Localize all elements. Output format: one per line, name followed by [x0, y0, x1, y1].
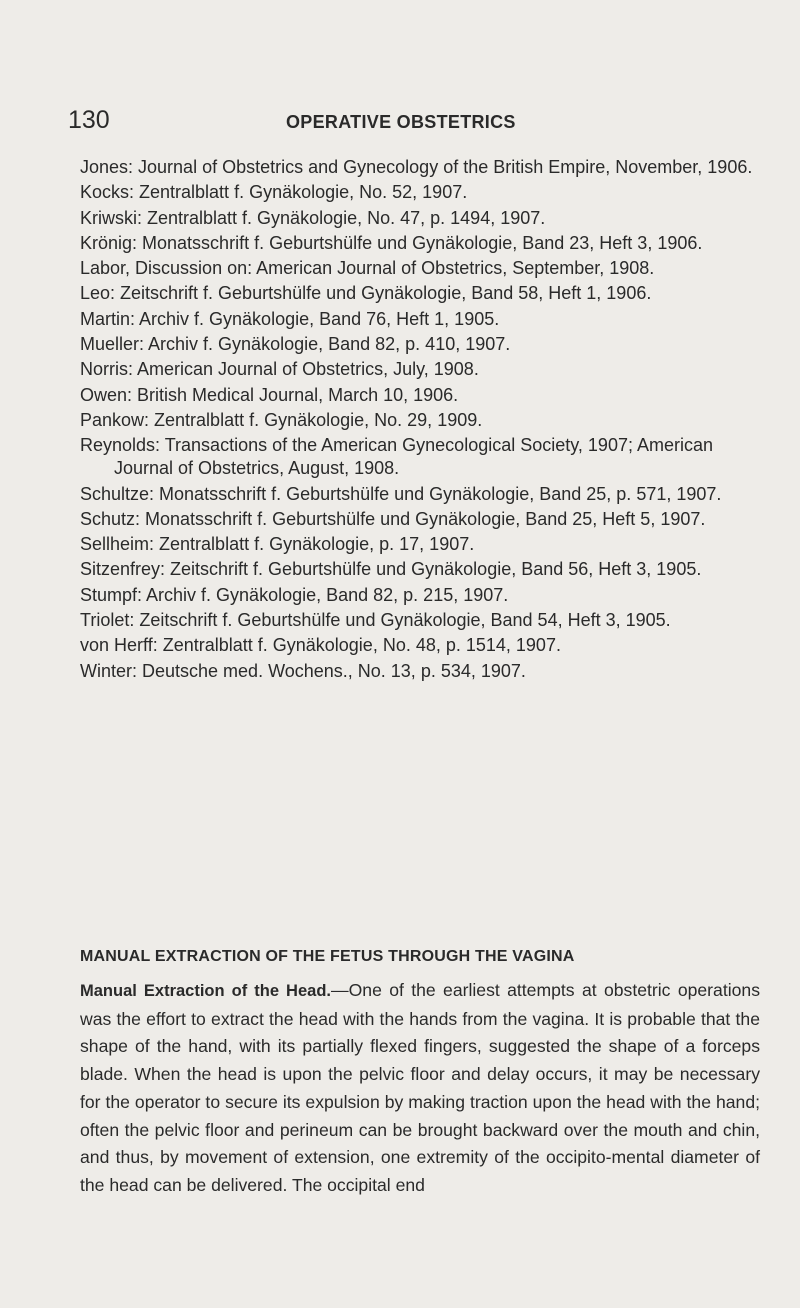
reference-entry: Krönig: Monatsschrift f. Geburtshülfe und Gynäkologie, Band 23, Heft 3, 1906.: [80, 232, 703, 253]
reference-entry: Owen: British Medical Journal, March 10, 1906.: [80, 384, 459, 405]
reference-entry: Schutz: Monatsschrift f. Geburtshülfe und Gynäkologie, Band 25, Heft 5, 1907.: [80, 508, 706, 529]
reference-entry: Kocks: Zentralblatt f. Gynäkologie, No. 52, 1907.: [80, 182, 468, 203]
reference-entry: Labor, Discussion on: American Journal of Obstetrics, September, 1908.: [80, 258, 655, 279]
reference-entry: Triolet: Zeitschrift f. Geburtshülfe und Gynäkologie, Band 54, Heft 3, 1905.: [80, 610, 671, 631]
run-in-heading: Manual Extraction of the Head.: [80, 982, 331, 1000]
reference-entry: Sellheim: Zentralblatt f. Gynäkologie, p. 17, 1907.: [80, 534, 475, 555]
reference-entry: Martin: Archiv f. Gynäkologie, Band 76, Heft 1, 1905.: [80, 308, 500, 329]
reference-list: [80, 156, 760, 685]
body-paragraph: [80, 977, 760, 1200]
manual-extraction-section: [80, 945, 760, 1200]
reference-entry: Jones: Journal of Obstetrics and Gynecology of the British Empire, November, 1906.: [80, 157, 753, 177]
reference-entry: Sitzenfrey: Zeitschrift f. Geburtshülfe und Gynäkologie, Band 56, Heft 3, 1905.: [80, 559, 702, 580]
reference-entry: Pankow: Zentralblatt f. Gynäkologie, No. 29, 1909.: [80, 409, 483, 430]
running-title: OPERATIVE OBSTETRICS: [286, 112, 516, 132]
paragraph-text: —One of the earliest attempts at obstetric operations was the effort to extract the head with the hands from the vagina. It is probable that the shape of the hand, with its partially flexed fingers, suggested the shape of a forceps blade. When the head is upon the pelvic floor and delay occurs, it may be necessary for the operator to secure its expulsion by making traction upon the head with the hand; often the pelvic floor and perineum can be brought backward over the mouth and chin, and thus, by movement of extension, one extremity of the occipito-mental diameter of the head can be delivered. The occipital end: [80, 980, 760, 1195]
reference-entry: Schultze: Monatsschrift f. Geburtshülfe und Gynäkologie, Band 25, p. 571, 1907.: [80, 483, 722, 504]
reference-entry: Leo: Zeitschrift f. Geburtshülfe und Gynäkologie, Band 58, Heft 1, 1906.: [80, 283, 652, 304]
reference-entry: Mueller: Archiv f. Gynäkologie, Band 82, p. 410, 1907.: [80, 334, 511, 355]
section-heading: MANUAL EXTRACTION OF THE FETUS THROUGH THE VAGINA: [80, 948, 575, 965]
reference-entry: Stumpf: Archiv f. Gynäkologie, Band 82, p. 215, 1907.: [80, 584, 509, 605]
reference-entry: Kriwski: Zentralblatt f. Gynäkologie, No. 47, p. 1494, 1907.: [80, 207, 546, 228]
running-head: [68, 104, 740, 136]
reference-entry: Norris: American Journal of Obstetrics, July, 1908.: [80, 359, 479, 380]
page-number: 130: [68, 106, 110, 134]
reference-entry: Reynolds: Transactions of the American Gynecological Society, 1907; American Journal of Obstetrics, August, 1908.: [80, 435, 713, 479]
reference-entry: Winter: Deutsche med. Wochens., No. 13, p. 534, 1907.: [80, 660, 526, 681]
reference-entry: von Herff: Zentralblatt f. Gynäkologie, No. 48, p. 1514, 1907.: [80, 635, 561, 656]
